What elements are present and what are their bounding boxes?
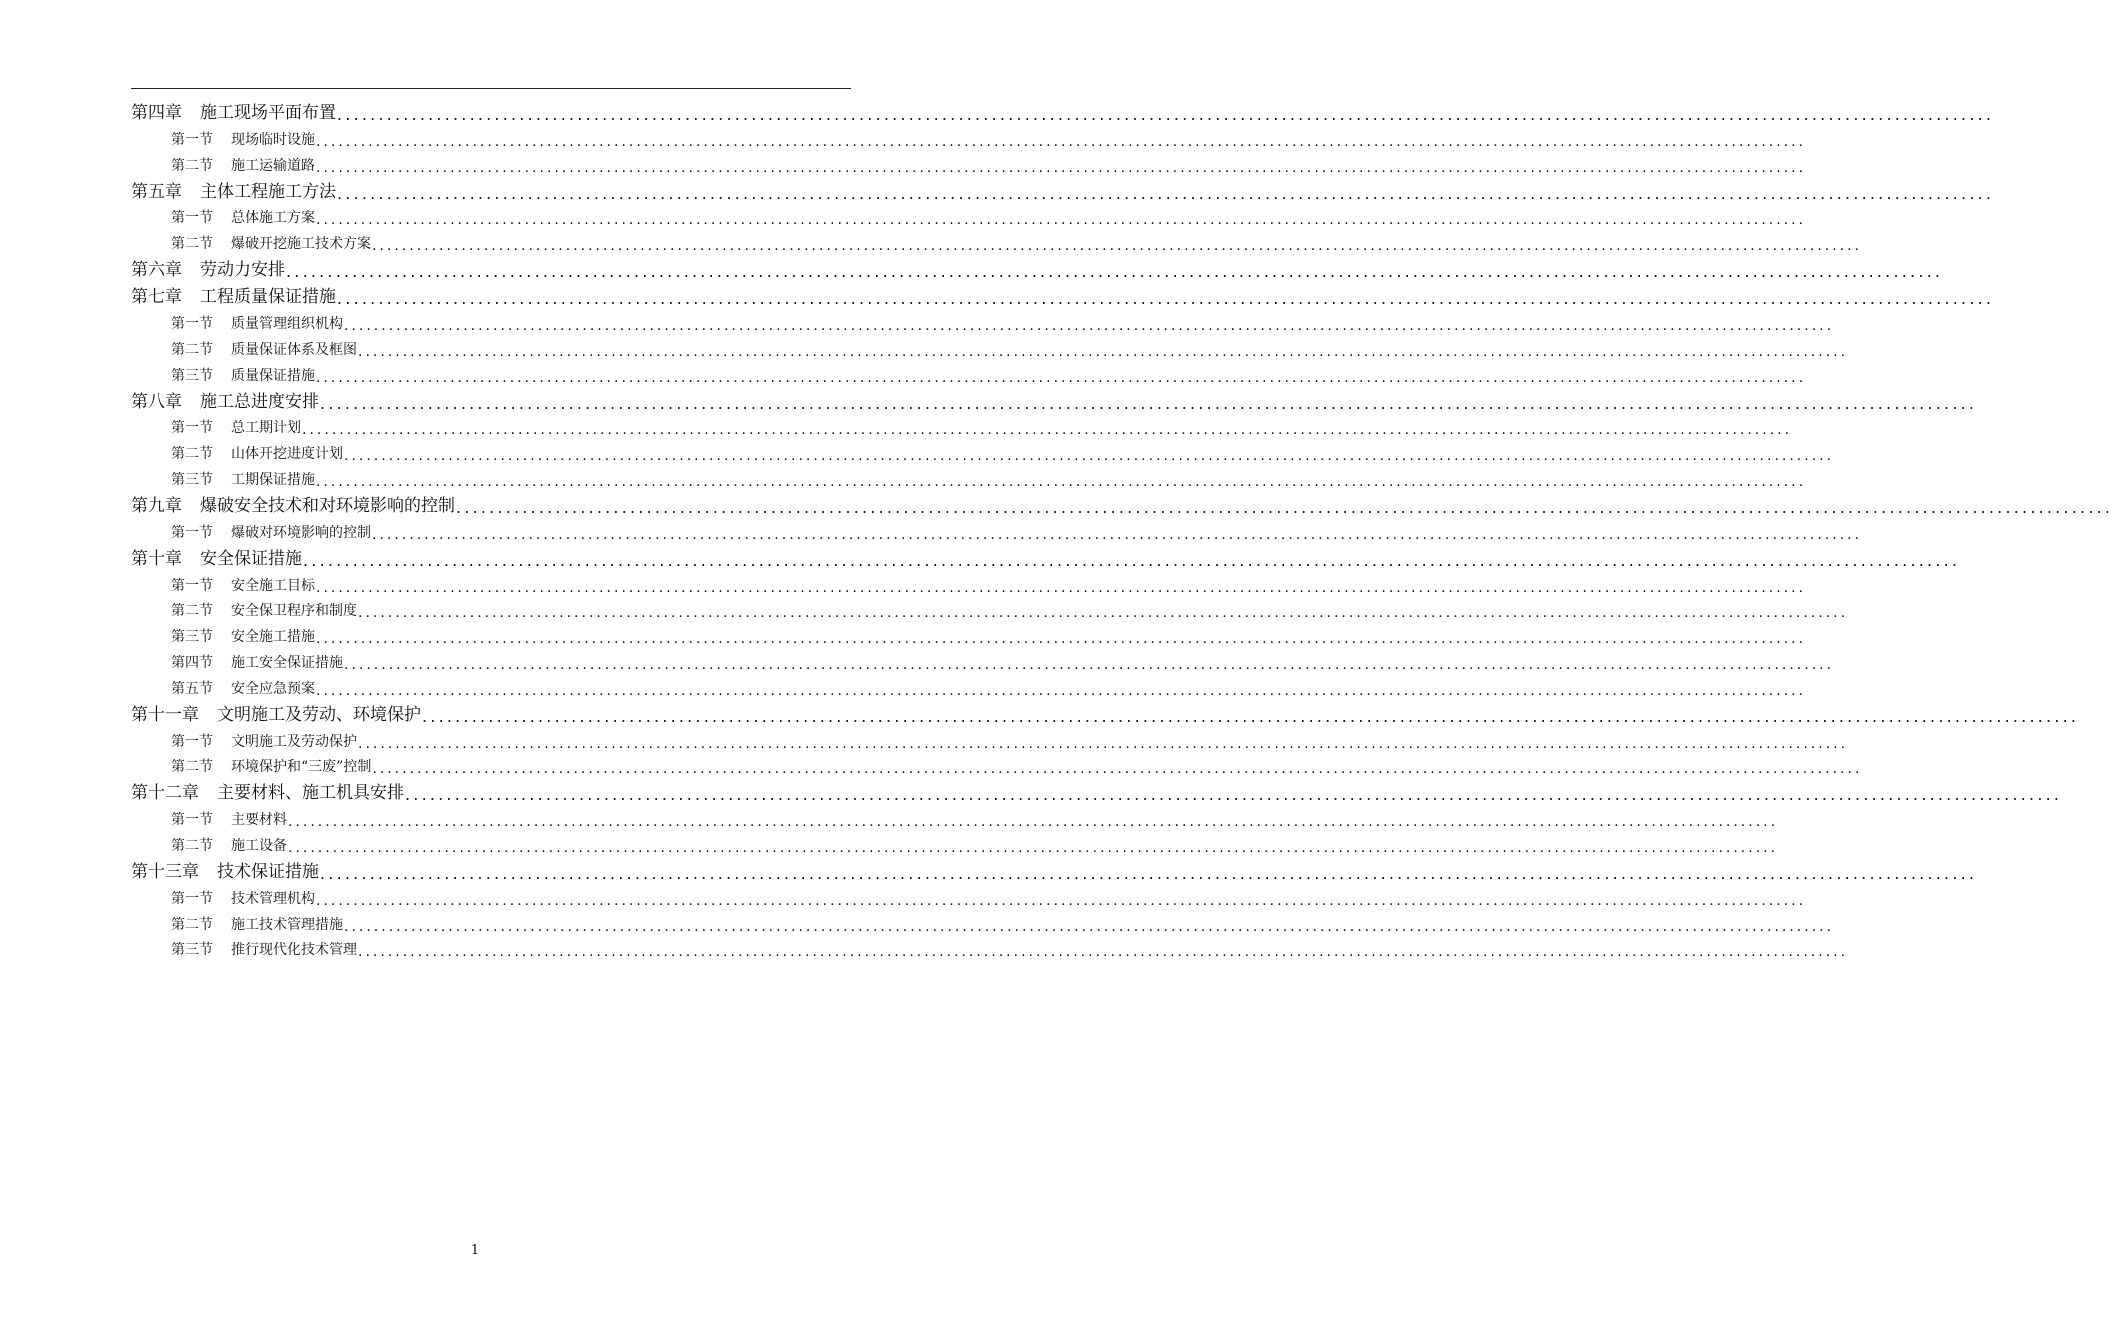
toc-entry-number: 第二节 (171, 446, 213, 463)
toc-entry-title: 爆破安全技术和对环境影响的控制 (200, 495, 455, 516)
dot-leader: ........................................................................................................................................................................................................ (372, 238, 1863, 255)
toc-entry-title: 安全施工目标 (231, 577, 315, 594)
page-number: 1 (470, 1243, 480, 1258)
toc-chapter-entry[interactable] (131, 489, 2113, 517)
toc-entry-title: 环境保护和“三废”控制 (231, 759, 372, 776)
dot-leader: ........................................................................................................................................................................................................ (372, 526, 1863, 543)
toc-chapter-entry[interactable] (131, 96, 1995, 124)
table-of-contents (131, 96, 2113, 961)
toc-entry-title: 主要材料、施工机具安排 (217, 783, 404, 804)
dot-leader: ........................................................................................................................................................................................................ (405, 785, 2063, 805)
toc-entry-number: 第一节 (171, 577, 213, 594)
toc-entry-number: 第一节 (171, 420, 213, 437)
toc-chapter-entry[interactable] (131, 542, 1961, 570)
toc-entry-title: 技术管理机构 (231, 890, 315, 907)
toc-section-entry[interactable] (131, 307, 1835, 334)
toc-section-entry[interactable] (131, 149, 1807, 176)
toc-entry-number: 第二节 (171, 236, 213, 253)
toc-entry-number: 第五章 (131, 181, 182, 202)
toc-entry-number: 第一节 (171, 890, 213, 907)
toc-entry-title: 质量保证措施 (231, 367, 315, 384)
toc-chapter-entry[interactable] (131, 253, 1944, 282)
dot-leader: ........................................................................................................................................................................................................ (302, 422, 1793, 439)
toc-entry-number: 第七章 (131, 287, 182, 308)
toc-chapter-entry[interactable] (131, 175, 1995, 203)
toc-entry-title: 山体开挖进度计划 (231, 446, 343, 463)
toc-entry-title: 工期保证措施 (231, 471, 315, 488)
dot-leader: ........................................................................................................................................................................................................ (316, 892, 1807, 909)
toc-entry-number: 第八章 (131, 391, 182, 412)
toc-chapter-entry[interactable] (131, 385, 1978, 413)
toc-section-entry[interactable] (131, 882, 1807, 909)
toc-entry-title: 安全应急预案 (231, 680, 315, 697)
dot-leader: ........................................................................................................................................................................................................ (337, 183, 1995, 203)
dot-leader: ........................................................................................................................................................................................................ (358, 605, 1849, 622)
dot-leader: ........................................................................................................................................................................................................ (316, 682, 1807, 699)
toc-entry-title: 总体施工方案 (231, 210, 315, 227)
dot-leader: ........................................................................................................................................................................................................ (316, 579, 1807, 596)
toc-chapter-entry[interactable] (131, 698, 2080, 726)
toc-section-entry[interactable] (131, 672, 1807, 699)
toc-entry-title: 推行现代化技术管理 (231, 942, 357, 959)
dot-leader: ........................................................................................................................................................................................................ (316, 212, 1807, 229)
dot-leader: ........................................................................................................................................................................................................ (344, 317, 1835, 334)
toc-entry-number: 第一节 (171, 812, 213, 829)
dot-leader: ........................................................................................................................................................................................................ (316, 631, 1807, 648)
toc-entry-title: 施工设备 (231, 837, 287, 854)
toc-section-entry[interactable] (131, 751, 1863, 778)
toc-entry-number: 第三节 (171, 629, 213, 646)
toc-entry-title: 安全保卫程序和制度 (231, 603, 357, 620)
toc-entry-number: 第二节 (171, 759, 213, 776)
dot-leader: ........................................................................................................................................................................................................ (337, 105, 1995, 124)
toc-entry-number: 第一节 (171, 131, 213, 148)
toc-entry-title: 现场临时设施 (231, 131, 315, 148)
dot-leader: ........................................................................................................................................................................................................ (422, 706, 2080, 726)
toc-entry-number: 第四章 (131, 103, 182, 123)
toc-section-entry[interactable] (131, 803, 1779, 831)
toc-entry-title: 施工技术管理措施 (231, 916, 343, 933)
dot-leader: ........................................................................................................................................................................................................ (337, 289, 1995, 309)
toc-entry-title: 主体工程施工方法 (200, 181, 336, 202)
toc-entry-number: 第一节 (171, 210, 213, 227)
header-rule (131, 88, 851, 89)
toc-entry-number: 第一节 (171, 315, 213, 332)
dot-leader: ........................................................................................................................................................................................................ (303, 550, 1961, 570)
dot-leader: ........................................................................................................................................................................................................ (344, 918, 1835, 935)
dot-leader: ........................................................................................................................................................................................................ (456, 497, 2113, 517)
toc-section-entry[interactable] (131, 934, 1849, 961)
toc-chapter-entry[interactable] (131, 855, 1978, 883)
dot-leader: ........................................................................................................................................................................................................ (316, 159, 1807, 176)
dot-leader: ........................................................................................................................................................................................................ (358, 343, 1849, 360)
toc-section-entry[interactable] (131, 569, 1807, 596)
toc-entry-title: 工程质量保证措施 (200, 287, 336, 308)
dot-leader: ........................................................................................................................................................................................................ (286, 262, 1944, 282)
toc-entry-title: 总工期计划 (231, 420, 301, 437)
toc-entry-title: 安全保证措施 (200, 548, 302, 569)
dot-leader: ........................................................................................................................................................................................................ (344, 448, 1835, 465)
toc-section-entry[interactable] (131, 412, 1793, 439)
toc-section-entry[interactable] (131, 595, 1849, 622)
toc-entry-number: 第四节 (171, 654, 213, 671)
toc-entry-title: 质量保证体系及框图 (231, 341, 357, 358)
dot-leader: ........................................................................................................................................................................................................ (358, 735, 1849, 752)
toc-entry-title: 劳动力安排 (200, 260, 285, 281)
toc-entry-title: 施工现场平面布置 (200, 103, 336, 123)
dot-leader: ........................................................................................................................................................................................................ (320, 863, 1978, 883)
toc-entry-number: 第二节 (171, 341, 213, 358)
toc-entry-number: 第十二章 (131, 783, 199, 804)
toc-entry-title: 文明施工及劳动保护 (231, 733, 357, 750)
toc-entry-title: 爆破对环境影响的控制 (231, 524, 371, 541)
toc-entry-title: 施工运输道路 (231, 157, 315, 174)
toc-entry-title: 主要材料 (231, 812, 287, 829)
toc-entry-number: 第二节 (171, 837, 213, 854)
toc-entry-number: 第十章 (131, 548, 182, 569)
dot-leader: ........................................................................................................................................................................................................ (372, 761, 1863, 778)
toc-entry-title: 技术保证措施 (217, 861, 319, 882)
toc-chapter-entry[interactable] (131, 280, 1995, 309)
toc-section-entry[interactable] (131, 516, 1863, 543)
toc-entry-number: 第六章 (131, 260, 182, 281)
toc-section-entry[interactable] (131, 725, 1849, 752)
toc-entry-number: 第二节 (171, 603, 213, 620)
dot-leader: ........................................................................................................................................................................................................ (288, 839, 1779, 856)
dot-leader: ........................................................................................................................................................................................................ (344, 656, 1835, 673)
toc-entry-number: 第一节 (171, 524, 213, 541)
toc-section-entry[interactable] (131, 646, 1835, 673)
dot-leader: ........................................................................................................................................................................................................ (316, 473, 1807, 490)
toc-section-entry[interactable] (131, 359, 1807, 386)
toc-section-entry[interactable] (131, 123, 1807, 150)
toc-entry-number: 第五节 (171, 680, 213, 697)
toc-entry-title: 质量管理组织机构 (231, 315, 343, 332)
toc-section-entry[interactable] (131, 333, 1849, 360)
toc-section-entry[interactable] (131, 202, 1807, 229)
toc-entry-number: 第三节 (171, 942, 213, 959)
dot-leader: ........................................................................................................................................................................................................ (316, 133, 1807, 150)
toc-entry-number: 第一节 (171, 733, 213, 750)
toc-entry-title: 安全施工措施 (231, 629, 315, 646)
toc-section-entry[interactable] (131, 620, 1807, 648)
toc-entry-number: 第十一章 (131, 704, 199, 725)
dot-leader: ........................................................................................................................................................................................................ (358, 944, 1849, 961)
toc-section-entry[interactable] (131, 829, 1779, 856)
toc-section-entry[interactable] (131, 227, 1863, 255)
toc-entry-title: 文明施工及劳动、环境保护 (217, 704, 421, 725)
toc-entry-number: 第二节 (171, 916, 213, 933)
toc-entry-number: 第十三章 (131, 861, 199, 882)
dot-leader: ........................................................................................................................................................................................................ (288, 814, 1779, 831)
toc-chapter-entry[interactable] (131, 776, 2063, 805)
toc-section-entry[interactable] (131, 437, 1835, 465)
toc-entry-title: 施工安全保证措施 (231, 654, 343, 671)
toc-section-entry[interactable] (131, 463, 1807, 490)
toc-entry-title: 爆破开挖施工技术方案 (231, 236, 371, 253)
dot-leader: ........................................................................................................................................................................................................ (320, 393, 1978, 413)
toc-entry-number: 第九章 (131, 495, 182, 516)
toc-entry-number: 第三节 (171, 367, 213, 384)
toc-entry-number: 第二节 (171, 157, 213, 174)
toc-entry-number: 第三节 (171, 471, 213, 488)
toc-section-entry[interactable] (131, 908, 1835, 935)
dot-leader: ........................................................................................................................................................................................................ (316, 369, 1807, 386)
toc-entry-title: 施工总进度安排 (200, 391, 319, 412)
